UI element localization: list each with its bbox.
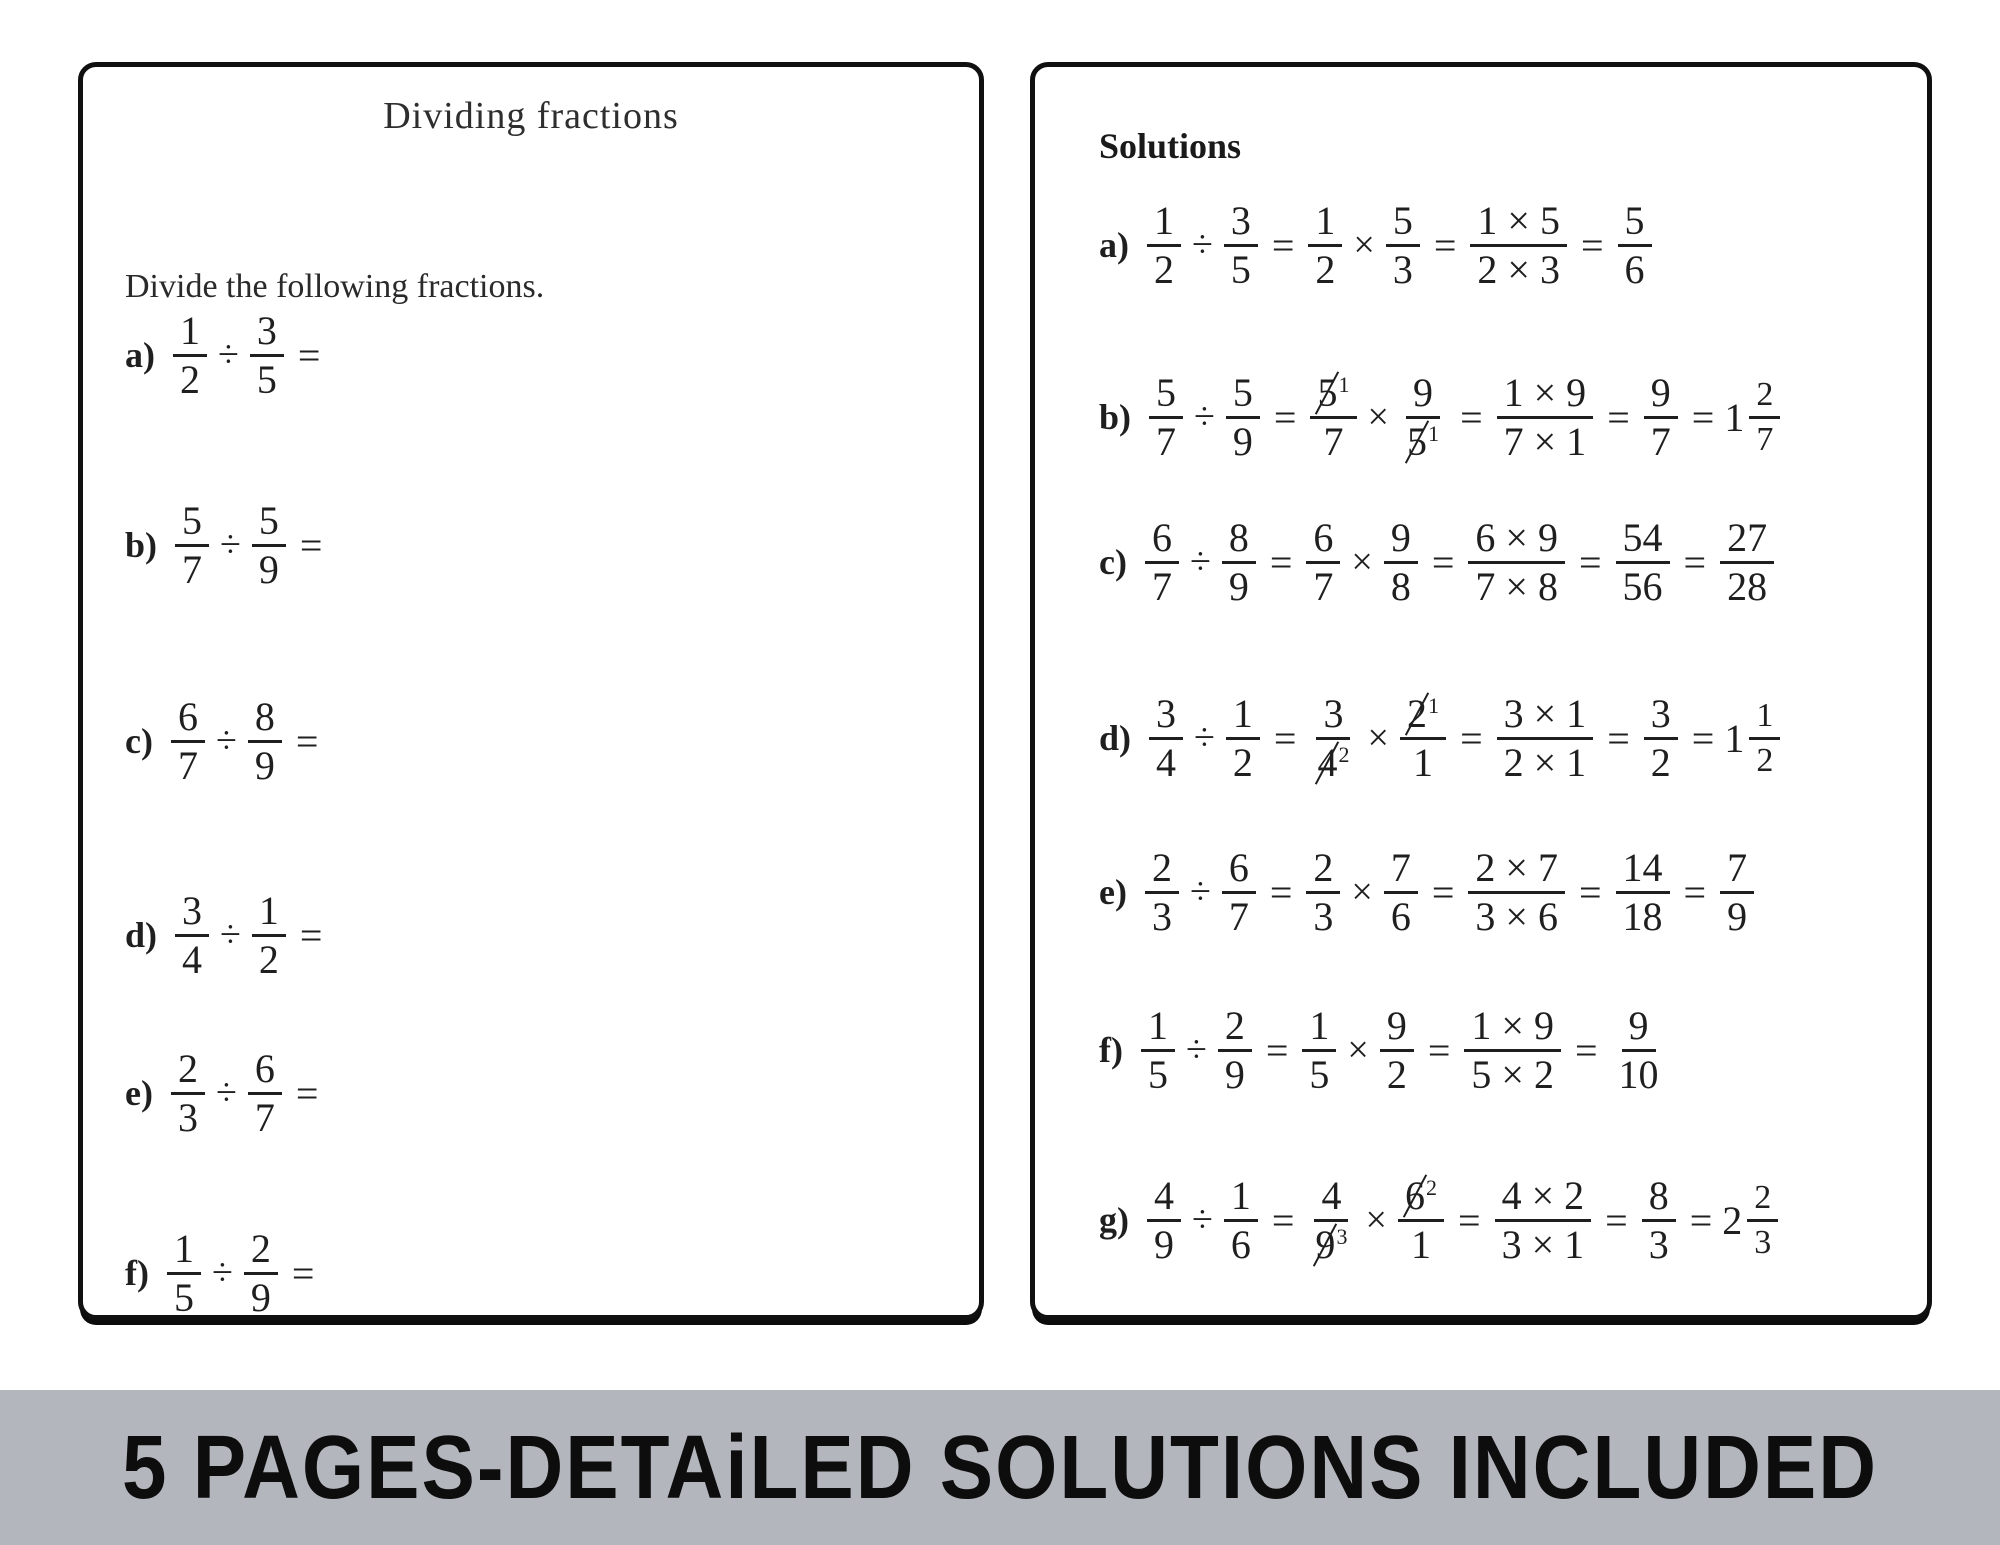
numerator: 2 bbox=[1749, 381, 1780, 418]
fraction bbox=[1497, 690, 1594, 785]
fraction bbox=[1147, 197, 1181, 292]
fraction bbox=[1470, 197, 1567, 292]
denominator: 7 bbox=[1156, 418, 1177, 464]
equals-sign: = bbox=[1578, 869, 1602, 915]
fraction bbox=[1384, 844, 1418, 939]
mixed-number bbox=[1722, 1179, 1780, 1261]
denominator: 4 bbox=[1156, 739, 1177, 785]
equals-sign: = bbox=[1689, 1197, 1713, 1243]
denominator: 6 bbox=[1390, 893, 1411, 939]
denominator: 5 × 2 bbox=[1471, 1051, 1554, 1097]
fraction bbox=[1147, 1172, 1181, 1267]
solutions-heading: Solutions bbox=[1099, 126, 1242, 166]
fraction bbox=[1222, 514, 1256, 609]
denominator bbox=[1310, 739, 1356, 785]
divide-operator: ÷ bbox=[1194, 717, 1215, 759]
solution-row bbox=[1099, 678, 1782, 798]
numerator: 6 bbox=[1306, 522, 1340, 564]
equals-sign: = bbox=[1269, 869, 1293, 915]
equals-sign: = bbox=[1607, 715, 1630, 761]
equals-sign: = bbox=[295, 1070, 319, 1116]
problems-page bbox=[78, 62, 984, 1320]
multiply-operator: × bbox=[1367, 717, 1389, 759]
problem-row bbox=[125, 1045, 328, 1141]
fraction bbox=[248, 693, 282, 788]
divide-operator: ÷ bbox=[215, 720, 237, 762]
solution-row bbox=[1099, 357, 1782, 477]
fraction bbox=[1495, 1172, 1592, 1267]
equals-sign: = bbox=[1580, 222, 1604, 268]
denominator: 9 bbox=[258, 546, 279, 592]
numerator: 2 bbox=[244, 1233, 278, 1275]
numerator: 2 bbox=[1747, 1184, 1778, 1221]
divide-operator: ÷ bbox=[1194, 396, 1215, 438]
numerator: 3 bbox=[1644, 698, 1678, 740]
fraction bbox=[1400, 369, 1446, 464]
equals-sign: = bbox=[1273, 394, 1297, 440]
denominator: 2 bbox=[1386, 1051, 1407, 1097]
denominator: 2 bbox=[1650, 739, 1671, 785]
denominator: 9 bbox=[1727, 893, 1748, 939]
denominator bbox=[1400, 418, 1446, 464]
divide-operator: ÷ bbox=[1189, 541, 1211, 583]
equals-sign: = bbox=[1605, 1197, 1628, 1243]
fraction bbox=[1747, 1179, 1778, 1261]
divide-operator: ÷ bbox=[1192, 224, 1213, 266]
numerator: 8 bbox=[1642, 1180, 1676, 1222]
equals-sign: = bbox=[299, 912, 323, 958]
denominator: 9 bbox=[1224, 1051, 1245, 1097]
denominator: 3 bbox=[1648, 1221, 1669, 1267]
numerator bbox=[1400, 690, 1446, 740]
item-label: b) bbox=[125, 525, 158, 565]
denominator: 9 bbox=[1154, 1221, 1174, 1267]
item-label: a) bbox=[1099, 225, 1129, 265]
item-label: e) bbox=[1099, 872, 1127, 912]
problem-row bbox=[125, 887, 332, 983]
numerator: 3 bbox=[1316, 698, 1350, 740]
numerator: 5 bbox=[1386, 205, 1420, 247]
equals-sign: = bbox=[1431, 539, 1455, 585]
denominator: 2 bbox=[1315, 246, 1336, 292]
denominator: 7 bbox=[1756, 420, 1774, 458]
denominator: 3 bbox=[1151, 893, 1172, 939]
numerator: 2 × 7 bbox=[1468, 852, 1565, 894]
numerator: 2 bbox=[171, 1053, 205, 1095]
denominator: 2 × 1 bbox=[1503, 739, 1587, 785]
numerator bbox=[1310, 369, 1356, 419]
numerator: 2 bbox=[1306, 852, 1340, 894]
numerator: 6 bbox=[171, 701, 205, 743]
reduced-digit: 2 bbox=[1426, 1175, 1438, 1201]
fraction bbox=[1497, 369, 1594, 464]
denominator: 5 bbox=[1230, 246, 1251, 292]
denominator: 6 bbox=[1230, 1221, 1251, 1267]
denominator: 7 × 8 bbox=[1475, 563, 1558, 609]
numerator: 1 bbox=[1308, 205, 1342, 247]
fraction bbox=[1224, 197, 1258, 292]
denominator: 1 bbox=[1413, 739, 1434, 785]
denominator: 7 bbox=[254, 1094, 275, 1140]
denominator: 9 bbox=[1228, 563, 1249, 609]
item-label: e) bbox=[125, 1073, 153, 1113]
reduced-digit: 1 bbox=[1338, 372, 1350, 398]
denominator: 2 bbox=[258, 936, 279, 982]
fraction bbox=[175, 887, 209, 982]
cancelled-digit: 5 bbox=[1317, 369, 1338, 415]
fraction bbox=[1398, 1172, 1444, 1267]
denominator: 2 bbox=[1154, 246, 1174, 292]
equals-sign: = bbox=[1431, 869, 1455, 915]
fraction bbox=[1618, 197, 1652, 292]
numerator: 6 × 9 bbox=[1468, 522, 1565, 564]
fraction bbox=[1644, 690, 1678, 785]
denominator: 5 bbox=[1147, 1051, 1168, 1097]
item-label: c) bbox=[1099, 542, 1127, 582]
numerator: 6 bbox=[248, 1053, 282, 1095]
fraction bbox=[1310, 690, 1356, 785]
numerator: 8 bbox=[248, 701, 282, 743]
denominator: 5 bbox=[173, 1274, 194, 1320]
equals-sign: = bbox=[1578, 539, 1602, 585]
numerator: 1 bbox=[1302, 1010, 1336, 1052]
fraction bbox=[1720, 514, 1774, 609]
numerator: 3 bbox=[175, 895, 209, 937]
denominator: 10 bbox=[1618, 1051, 1659, 1097]
fraction bbox=[1642, 1172, 1676, 1267]
banner bbox=[0, 1390, 2000, 1545]
fraction bbox=[1720, 844, 1754, 939]
fraction bbox=[1468, 514, 1565, 609]
numerator: 4 bbox=[1147, 1180, 1181, 1222]
fraction bbox=[1400, 690, 1446, 785]
equals-sign: = bbox=[1427, 1027, 1451, 1073]
denominator: 9 bbox=[254, 742, 275, 788]
denominator: 7 bbox=[177, 742, 198, 788]
equals-sign: = bbox=[295, 718, 319, 764]
fraction bbox=[1306, 844, 1340, 939]
numerator: 9 bbox=[1622, 1010, 1656, 1052]
fraction bbox=[1226, 690, 1260, 785]
instruction-text: Divide the following fractions. bbox=[125, 268, 545, 305]
divide-operator: ÷ bbox=[218, 334, 239, 376]
problem-row bbox=[125, 307, 330, 403]
denominator: 7 bbox=[1650, 418, 1671, 464]
numerator: 1 bbox=[1141, 1010, 1175, 1052]
equals-sign: = bbox=[1265, 1027, 1289, 1073]
denominator: 7 bbox=[182, 546, 203, 592]
equals-sign: = bbox=[1460, 715, 1483, 761]
denominator: 56 bbox=[1622, 563, 1663, 609]
solution-row bbox=[1099, 832, 1758, 952]
denominator: 2 × 3 bbox=[1477, 246, 1560, 292]
divide-operator: ÷ bbox=[1185, 1029, 1207, 1071]
denominator: 7 bbox=[1228, 893, 1249, 939]
numerator: 1 × 9 bbox=[1464, 1010, 1561, 1052]
fraction bbox=[1308, 1172, 1354, 1267]
numerator: 6 bbox=[1222, 852, 1256, 894]
fraction bbox=[1616, 514, 1670, 609]
fraction bbox=[1145, 514, 1179, 609]
divide-operator: ÷ bbox=[211, 1252, 233, 1294]
equals-sign: = bbox=[1271, 1197, 1295, 1243]
divide-operator: ÷ bbox=[220, 524, 241, 566]
item-label: a) bbox=[125, 335, 155, 375]
fraction bbox=[1612, 1002, 1666, 1097]
denominator: 9 bbox=[250, 1274, 271, 1320]
mixed-number bbox=[1724, 697, 1782, 779]
equals-sign: = bbox=[1269, 539, 1293, 585]
problem-row bbox=[125, 497, 332, 593]
numerator: 1 × 5 bbox=[1470, 205, 1567, 247]
equals-sign: = bbox=[1691, 715, 1715, 761]
numerator: 27 bbox=[1720, 522, 1774, 564]
cancelled-digit: 9 bbox=[1315, 1221, 1336, 1267]
page-title: Dividing fractions bbox=[383, 95, 679, 137]
denominator: 2 bbox=[180, 356, 200, 402]
denominator bbox=[1308, 1221, 1354, 1267]
fraction bbox=[1149, 369, 1183, 464]
fraction bbox=[1145, 844, 1179, 939]
equals-sign: = bbox=[1460, 394, 1483, 440]
numerator: 4 × 2 bbox=[1495, 1180, 1592, 1222]
numerator: 5 bbox=[252, 505, 286, 547]
numerator: 3 × 1 bbox=[1497, 698, 1594, 740]
fraction bbox=[171, 1045, 205, 1140]
numerator: 1 × 9 bbox=[1497, 377, 1594, 419]
denominator: 3 × 6 bbox=[1475, 893, 1558, 939]
numerator: 54 bbox=[1616, 522, 1670, 564]
solution-row bbox=[1099, 185, 1656, 305]
numerator: 2 bbox=[1145, 852, 1179, 894]
fraction bbox=[1384, 514, 1418, 609]
numerator: 9 bbox=[1380, 1010, 1414, 1052]
reduced-digit: 3 bbox=[1336, 1224, 1348, 1250]
denominator: 9 bbox=[1232, 418, 1253, 464]
denominator: 7 bbox=[1313, 563, 1334, 609]
fraction bbox=[250, 307, 284, 402]
numerator: 9 bbox=[1644, 377, 1678, 419]
fraction bbox=[1749, 697, 1780, 779]
fraction bbox=[175, 497, 209, 592]
fraction bbox=[1749, 376, 1780, 458]
numerator: 9 bbox=[1406, 377, 1440, 419]
reduced-digit: 1 bbox=[1428, 421, 1440, 447]
numerator: 1 bbox=[1226, 698, 1260, 740]
multiply-operator: × bbox=[1353, 224, 1375, 266]
numerator: 1 bbox=[1224, 1180, 1258, 1222]
numerator: 5 bbox=[1149, 377, 1183, 419]
equals-sign: = bbox=[1683, 869, 1707, 915]
denominator: 2 bbox=[1232, 739, 1253, 785]
denominator: 7 × 1 bbox=[1503, 418, 1587, 464]
item-label: g) bbox=[1099, 1200, 1129, 1240]
numerator: 1 bbox=[1749, 702, 1780, 739]
fraction bbox=[1380, 1002, 1414, 1097]
denominator: 7 bbox=[1323, 418, 1344, 464]
cancelled-digit: 4 bbox=[1317, 739, 1338, 785]
equals-sign: = bbox=[1607, 394, 1630, 440]
fraction bbox=[1386, 197, 1420, 292]
banner-text: 5 PAGES-DETAiLED SOLUTIONS INCLUDED bbox=[121, 1417, 1878, 1517]
denominator: 3 × 1 bbox=[1501, 1221, 1585, 1267]
fraction bbox=[1224, 1172, 1258, 1267]
numerator: 1 bbox=[1147, 205, 1181, 247]
multiply-operator: × bbox=[1367, 396, 1389, 438]
reduced-digit: 2 bbox=[1338, 742, 1350, 768]
numerator: 4 bbox=[1314, 1180, 1348, 1222]
denominator: 3 bbox=[1392, 246, 1413, 292]
fraction bbox=[1141, 1002, 1175, 1097]
fraction bbox=[252, 887, 286, 982]
equals-sign: = bbox=[297, 332, 321, 378]
numerator: 1 bbox=[173, 315, 207, 357]
multiply-operator: × bbox=[1351, 541, 1373, 583]
numerator: 5 bbox=[1618, 205, 1652, 247]
fraction bbox=[244, 1225, 278, 1320]
equals-sign: = bbox=[1691, 394, 1715, 440]
numerator: 7 bbox=[1384, 852, 1418, 894]
fraction bbox=[171, 693, 205, 788]
fraction bbox=[248, 1045, 282, 1140]
fraction bbox=[252, 497, 286, 592]
fraction bbox=[173, 307, 207, 402]
numerator: 3 bbox=[250, 315, 284, 357]
denominator: 5 bbox=[256, 356, 277, 402]
cancelled-digit: 5 bbox=[1406, 418, 1427, 464]
cancelled-digit: 6 bbox=[1404, 1172, 1425, 1218]
equals-sign: = bbox=[1458, 1197, 1481, 1243]
fraction bbox=[1222, 844, 1256, 939]
solutions-page bbox=[1030, 62, 1932, 1320]
numerator: 8 bbox=[1222, 522, 1256, 564]
multiply-operator: × bbox=[1347, 1029, 1369, 1071]
numerator bbox=[1398, 1172, 1444, 1222]
fraction bbox=[1616, 844, 1670, 939]
item-label: f) bbox=[125, 1253, 149, 1293]
denominator: 5 bbox=[1309, 1051, 1330, 1097]
whole-number: 2 bbox=[1722, 1197, 1743, 1243]
denominator: 3 bbox=[1754, 1223, 1772, 1261]
solution-row bbox=[1099, 1160, 1780, 1280]
equals-sign: = bbox=[1574, 1027, 1598, 1073]
denominator: 28 bbox=[1727, 563, 1768, 609]
equals-sign: = bbox=[299, 522, 323, 568]
denominator: 1 bbox=[1411, 1221, 1431, 1267]
fraction bbox=[167, 1225, 201, 1320]
multiply-operator: × bbox=[1365, 1199, 1387, 1241]
numerator: 5 bbox=[1226, 377, 1260, 419]
mixed-number bbox=[1724, 376, 1782, 458]
equals-sign: = bbox=[1433, 222, 1457, 268]
numerator: 3 bbox=[1149, 698, 1183, 740]
equals-sign: = bbox=[1683, 539, 1707, 585]
denominator: 18 bbox=[1622, 893, 1663, 939]
denominator: 8 bbox=[1390, 563, 1411, 609]
fraction bbox=[1308, 197, 1342, 292]
multiply-operator: × bbox=[1351, 871, 1373, 913]
divide-operator: ÷ bbox=[215, 1072, 237, 1114]
fraction bbox=[1468, 844, 1565, 939]
whole-number: 1 bbox=[1724, 394, 1745, 440]
cancelled-digit: 2 bbox=[1406, 690, 1427, 736]
equals-sign: = bbox=[291, 1250, 315, 1296]
fraction bbox=[1464, 1002, 1561, 1097]
numerator: 1 bbox=[167, 1233, 201, 1275]
fraction bbox=[1302, 1002, 1336, 1097]
numerator: 9 bbox=[1384, 522, 1418, 564]
denominator: 2 bbox=[1756, 741, 1774, 779]
fraction bbox=[1306, 514, 1340, 609]
numerator: 2 bbox=[1218, 1010, 1252, 1052]
denominator: 4 bbox=[182, 936, 203, 982]
whole-number: 1 bbox=[1724, 715, 1745, 761]
solution-row bbox=[1099, 990, 1670, 1110]
numerator: 5 bbox=[175, 505, 209, 547]
fraction bbox=[1644, 369, 1678, 464]
equals-sign: = bbox=[1271, 222, 1295, 268]
denominator: 6 bbox=[1624, 246, 1645, 292]
numerator: 7 bbox=[1720, 852, 1754, 894]
numerator: 3 bbox=[1224, 205, 1258, 247]
item-label: d) bbox=[125, 915, 158, 955]
numerator: 14 bbox=[1616, 852, 1670, 894]
denominator: 3 bbox=[177, 1094, 198, 1140]
denominator: 7 bbox=[1151, 563, 1172, 609]
item-label: d) bbox=[1099, 718, 1132, 758]
equals-sign: = bbox=[1273, 715, 1297, 761]
fraction bbox=[1149, 690, 1183, 785]
item-label: c) bbox=[125, 721, 153, 761]
problem-row bbox=[125, 1225, 324, 1321]
item-label: b) bbox=[1099, 397, 1132, 437]
fraction bbox=[1226, 369, 1260, 464]
divide-operator: ÷ bbox=[1189, 871, 1211, 913]
divide-operator: ÷ bbox=[1192, 1199, 1213, 1241]
solution-row bbox=[1099, 502, 1778, 622]
denominator: 3 bbox=[1313, 893, 1334, 939]
divide-operator: ÷ bbox=[220, 914, 241, 956]
numerator: 1 bbox=[252, 895, 286, 937]
numerator: 6 bbox=[1145, 522, 1179, 564]
reduced-digit: 1 bbox=[1428, 693, 1440, 719]
fraction bbox=[1218, 1002, 1252, 1097]
fraction bbox=[1310, 369, 1356, 464]
problem-row bbox=[125, 693, 328, 789]
item-label: f) bbox=[1099, 1030, 1123, 1070]
